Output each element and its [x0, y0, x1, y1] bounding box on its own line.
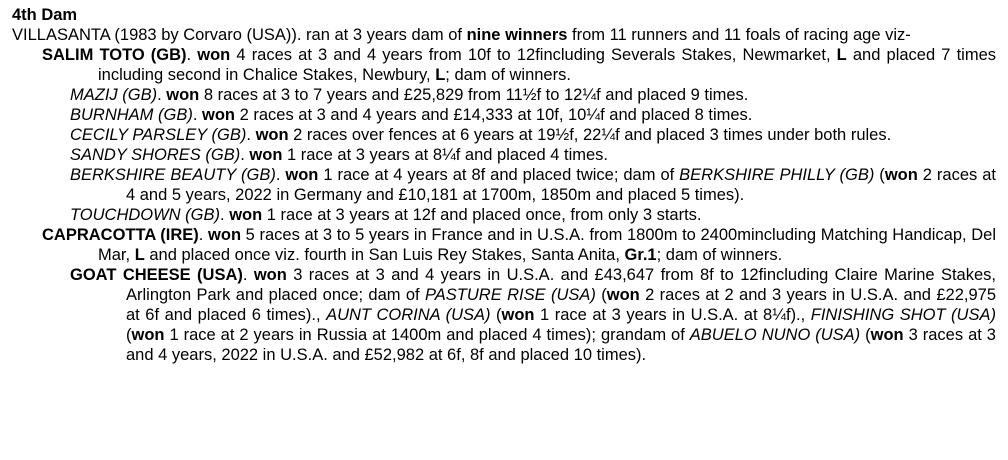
- entry-text: 3 races at 3 and 4 years, 2022 in U.S.A. and £52,982 at 6f, 8f and placed 10 times).: [126, 326, 996, 364]
- entry-text: .: [157, 86, 167, 104]
- entry-text: (: [595, 286, 607, 304]
- bold-text: won: [870, 326, 904, 344]
- horse-name: FINISHING SHOT (USA): [810, 306, 996, 324]
- pedigree-entry: [42, 225, 996, 265]
- entry-text: .: [242, 266, 254, 284]
- bold-text: won: [166, 86, 200, 104]
- entry-text: .: [198, 226, 209, 244]
- entry-text: (: [126, 326, 132, 344]
- pedigree-entry: [70, 125, 996, 145]
- bold-text: nine winners: [466, 26, 568, 44]
- horse-name: ABUELO NUNO (USA): [689, 326, 861, 344]
- entry-text: 2 races at 3 and 4 years and £14,333 at 10f, 10¼f and placed 8 times.: [235, 106, 753, 124]
- pedigree-entry: [12, 25, 996, 45]
- entry-text: VILLASANTA (1983 by Corvaro (USA)). ran at 3 years dam of: [12, 26, 467, 44]
- bold-text: won: [285, 166, 319, 184]
- entry-text: .: [192, 106, 203, 124]
- pedigree-entry: [70, 145, 996, 165]
- entry-text: 2 races at 2 and 3 years in U.S.A. and £22,975 at 6f and placed 6 times).,: [126, 286, 996, 324]
- entry-text: ; dam of winners.: [656, 246, 783, 264]
- bold-text: Gr.1: [624, 246, 657, 264]
- horse-name: BURNHAM (GB): [70, 106, 193, 124]
- bold-text: won: [229, 206, 263, 224]
- bold-text: won: [606, 286, 640, 304]
- bold-text: won: [501, 306, 535, 324]
- entry-text: .: [246, 126, 256, 144]
- bold-text: CAPRACOTTA (IRE): [42, 226, 199, 244]
- entry-text: 5 races at 3 to 5 years in France and in U.S.A. from 1800m to 2400mincluding Matching Handicap, Del Mar,: [98, 226, 996, 264]
- entry-text: .: [186, 46, 198, 64]
- entry-text: and placed once viz. fourth in San Luis Rey Stakes, Santa Anita,: [144, 246, 625, 264]
- horse-name: AUNT CORINA (USA): [326, 306, 491, 324]
- bold-text: SALIM TOTO (GB): [42, 46, 187, 64]
- pedigree-entry: [70, 265, 996, 365]
- bold-text: won: [249, 146, 283, 164]
- entry-text: 3 races at 3 and 4 years in U.S.A. and £43,647 from 8f to 12fincluding Claire Marine Stakes, Arlington Park and placed once; dam of: [126, 266, 996, 304]
- entry-text: .: [220, 206, 230, 224]
- horse-name: MAZIJ (GB): [70, 86, 158, 104]
- horse-name: BERKSHIRE BEAUTY (GB): [70, 166, 276, 184]
- entry-text: .: [240, 146, 250, 164]
- entry-text: (: [860, 326, 871, 344]
- pedigree-entry: [70, 85, 996, 105]
- horse-name: TOUCHDOWN (GB): [70, 206, 221, 224]
- horse-name: SANDY SHORES (GB): [70, 146, 241, 164]
- bold-text: won: [131, 326, 165, 344]
- bold-text: L: [836, 46, 847, 64]
- pedigree-entry: [70, 165, 996, 205]
- bold-text: won: [208, 226, 242, 244]
- bold-text: L: [435, 66, 446, 84]
- entry-text: (: [490, 306, 502, 324]
- bold-text: GOAT CHEESE (USA): [70, 266, 243, 284]
- entry-text: ; dam of winners.: [445, 66, 571, 84]
- bold-text: won: [253, 266, 287, 284]
- entry-text: 1 race at 3 years in U.S.A. at 8¼f).,: [534, 306, 811, 324]
- pedigree-entry: [42, 45, 996, 85]
- horse-name: CECILY PARSLEY (GB): [70, 126, 247, 144]
- bold-text: won: [202, 106, 236, 124]
- section-heading: 4th Dam: [12, 6, 78, 24]
- entry-text: 2 races at 4 and 5 years, 2022 in Germany and £10,181 at 1700m, 1850m and placed 5 times).: [126, 166, 996, 204]
- pedigree-entry: [70, 205, 996, 225]
- entry-text: 1 race at 4 years at 8f and placed twice; dam of: [318, 166, 680, 184]
- horse-name: PASTURE RISE (USA): [425, 286, 596, 304]
- bold-text: won: [255, 126, 289, 144]
- entry-text: and placed 7 times including second in Chalice Stakes, Newbury,: [98, 46, 996, 84]
- entry-text: (: [874, 166, 885, 184]
- pedigree-entry: [70, 105, 996, 125]
- entry-text: 1 race at 3 years at 12f and placed once, from only 3 starts.: [262, 206, 702, 224]
- entry-text: .: [275, 166, 286, 184]
- entry-text: 1 race at 2 years in Russia at 1400m and placed 4 times); grandam of: [164, 326, 690, 344]
- bold-text: won: [197, 46, 231, 64]
- entry-text: 1 race at 3 years at 8¼f and placed 4 times.: [282, 146, 609, 164]
- bold-text: L: [134, 246, 145, 264]
- entry-text: 4 races at 3 and 4 years from 10f to 12fincluding Severals Stakes, Newmarket,: [230, 46, 837, 64]
- entry-text: 8 races at 3 to 7 years and £25,829 from 11½f to 12¼f and placed 9 times.: [199, 86, 749, 104]
- entry-text: from 11 runners and 11 foals of racing age viz-: [567, 26, 911, 44]
- produce-list: [12, 25, 996, 365]
- bold-text: won: [884, 166, 918, 184]
- horse-name: BERKSHIRE PHILLY (GB): [679, 166, 875, 184]
- entry-text: 2 races over fences at 6 years at 19½f, 22¼f and placed 3 times under both rules.: [288, 126, 892, 144]
